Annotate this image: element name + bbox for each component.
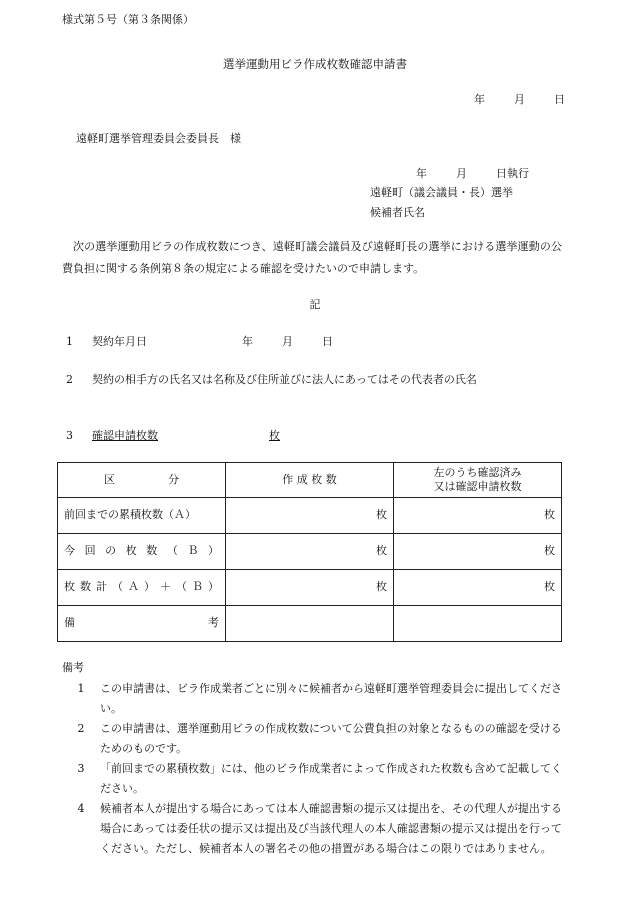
table-row [58,606,562,642]
item3-label: 確認申請枚数 [92,429,158,442]
note-item: 1 この申請書は、ビラ作成業者ごとに別々に候補者から遠軽町選挙管理委員会に提出してください。 [77,682,562,715]
item2-label: 契約の相手方の氏名又は名称及び住所並びに法人にあってはその代表者の氏名 [92,373,477,386]
item1-number: 1 [66,335,73,348]
candidate-name-label: 候補者氏名 [370,206,425,219]
election-month-label: 月 [456,167,467,180]
page-title: 選挙運動用ビラ作成枚数確認申請書 [223,57,407,71]
election-name: 遠軽町（議会議員・長）選挙 [370,186,513,199]
election-day-label: 日執行 [496,167,529,180]
header-confirmed: 左のうち確認済み 又は確認申請枚数 [394,463,562,498]
date-day-label: 日 [554,93,565,106]
note-item: 4 候補者本人が提出する場合にあっては本人確認書類の提示又は提出を、その代理人が提出する場合にあっては委任状の提示又は提出及び当該代理人の本人確認書類の提示又は提出を行ってください。ただし、候補者本人の署名その他の措置がある場合はこの限りではありません。 [77,802,562,855]
item-requested-count [66,429,280,444]
row-label: 前回までの累積枚数（Ａ） [58,498,226,534]
item3-number: 3 [66,429,73,442]
item1-day-label: 日 [322,335,333,348]
note-item: 3 「前回までの累積枚数」には、他のビラ作成業者によって作成された枚数も含めて記載してください。 [77,762,562,795]
form-number: 様式第５号（第３条関係） [62,13,194,26]
election-date [416,167,529,182]
item1-month-label: 月 [282,335,293,348]
item3-unit: 枚 [269,429,280,442]
item-contract-date [66,335,333,350]
item1-label: 契約年月日 [92,335,147,348]
election-year-label: 年 [416,167,427,180]
item2-number: 2 [66,373,73,386]
row-confirmed-unit: 枚 [394,534,562,570]
row-confirmed-unit: 枚 [394,498,562,534]
table-row [58,570,562,606]
table-header-row [58,463,562,498]
row-created-unit: 枚 [226,498,394,534]
row-label: 枚 数 計 （ Ａ ） ＋ （ Ｂ ） [58,570,226,606]
table-row [58,498,562,534]
notes-heading: 備考 [62,661,84,674]
notes-section [62,658,568,859]
ki-heading: 記 [309,298,321,311]
row-confirmed-unit: 枚 [394,570,562,606]
item-contract-party [66,373,477,388]
item1-year-label: 年 [242,335,253,348]
submission-date [474,93,565,108]
request-paragraph: 次の選挙運動用ビラの作成枚数につき、遠軽町議会議員及び遠軽町長の選挙における選挙運動の公費負担に関する条例第８条の規定による確認を受けたいので申請します。 [62,240,562,275]
row-label: 備 考 [58,606,226,642]
row-created-unit [226,606,394,642]
addressee: 遠軽町選挙管理委員会委員長 様 [76,132,241,145]
note-item: 2 この申請書は、選挙運動用ビラの作成枚数について公費負担の対象となるものの確認を受けるためのものです。 [77,722,562,755]
date-month-label: 月 [514,93,525,106]
count-table [57,462,562,642]
header-category: 区 分 [58,463,226,498]
header-created: 作 成 枚 数 [226,463,394,498]
date-year-label: 年 [474,93,485,106]
row-label: 今 回 の 枚 数 （ Ｂ ） [58,534,226,570]
row-created-unit: 枚 [226,534,394,570]
item3-underlined-field [92,429,280,442]
table-row [58,534,562,570]
row-confirmed-unit [394,606,562,642]
row-created-unit: 枚 [226,570,394,606]
